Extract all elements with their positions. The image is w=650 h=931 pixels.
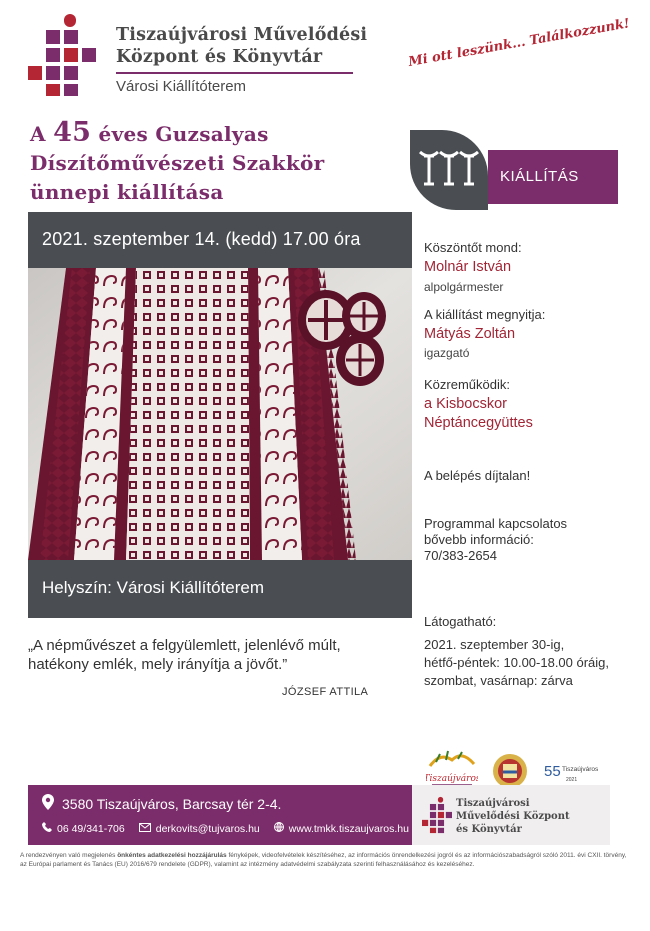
- event-day: (kedd): [225, 229, 278, 249]
- info-line2: bővebb információ:: [424, 532, 534, 547]
- visit-line1: 2021. szeptember 30-ig,: [424, 637, 565, 652]
- embroidery-photo: [28, 268, 412, 560]
- institution-logo-icon: [28, 14, 96, 96]
- info-phone: 70/383-2654: [424, 548, 498, 563]
- organization-name: Tiszaújvárosi Művelődési Központ és Könyvtár: [116, 25, 368, 67]
- visit-line3: szombat, vasárnap: zárva: [424, 673, 573, 688]
- footer-contact-bar: [28, 785, 412, 845]
- anniversary-name: Tiszaújváros: [562, 766, 599, 773]
- greeting-label: Köszöntőt mond:: [424, 240, 522, 255]
- globe-icon: [274, 822, 284, 835]
- contributor-label: Közreműködik:: [424, 377, 510, 392]
- entry-info: A belépés díjtalan!: [424, 468, 531, 483]
- venue-subtitle: Városi Kiállítóterem: [116, 78, 247, 95]
- event-time: 17.00 óra: [282, 229, 361, 249]
- footer-logo-line2: Művelődési Központ: [456, 811, 570, 822]
- phone-icon: [42, 822, 52, 835]
- footer-logo-line1: Tiszaújvárosi: [456, 798, 530, 809]
- opener-role: igazgató: [424, 346, 470, 360]
- institution-logo-small-icon: [422, 795, 452, 835]
- opener-name: Mátyás Zoltán: [424, 326, 516, 342]
- event-title: A 45 éves Guzsalyas Díszítőművészeti Szakkör ünnepi kiállítása: [30, 117, 325, 204]
- visit-label: Látogatható:: [424, 614, 497, 629]
- opener-label: A kiállítást megnyitja:: [424, 307, 546, 322]
- tiszaujvaros-logo-text: Tiszaújváros: [426, 774, 478, 784]
- envelope-icon: [139, 823, 151, 835]
- category-label: KIÁLLÍTÁS: [488, 150, 618, 204]
- email-link[interactable]: derkovits@tujvaros.hu: [139, 823, 260, 835]
- event-date: 2021. szeptember 14.: [42, 229, 221, 249]
- phone-contact[interactable]: 06 49/341-706: [42, 822, 125, 835]
- greeting-role: alpolgármester: [424, 280, 504, 294]
- exhibition-icon: [410, 130, 488, 210]
- privacy-disclaimer: A rendezvényen való megjelenés önkéntes adatkezelési hozzájárulás fényképek, videofelvételek készítéséhez, az információs önrendelkezési jogról és az információszabadságról szóló 2011. évi CXII. törvény, az Európai parlament és Tanács (EU) 2016/679 rendelete (GDPR), valamint az intézmény adatvédelmi szabályzata szerinti felhasználásához és kezeléséhez.: [20, 852, 627, 868]
- footer-institution-logo: [412, 785, 610, 845]
- website-link[interactable]: www.tmkk.tiszaujvaros.hu: [274, 822, 409, 835]
- anniversary-year: 2021: [566, 777, 578, 783]
- date-banner: [28, 212, 412, 268]
- header-divider: [116, 72, 353, 74]
- location-pin-icon: [42, 794, 54, 813]
- quote-author: JÓZSEF ATTILA: [282, 686, 369, 698]
- location-banner: Helyszín: Városi Kiállítóterem: [28, 560, 412, 618]
- quote: „A népművészet a felgyülemlett, jelenlévő múlt, hatékony emlék, mely irányítja a jövőt.”: [28, 637, 341, 673]
- contributor-line2: Néptáncegyüttes: [424, 415, 533, 431]
- footer-logo-line3: és Könyvtár: [456, 824, 522, 835]
- address-text: 3580 Tiszaújváros, Barcsay tér 2-4.: [62, 795, 282, 812]
- anniversary-logo: [544, 760, 610, 784]
- anniversary-number: 55: [544, 763, 561, 780]
- greeting-name: Molnár István: [424, 259, 512, 275]
- info-line1: Programmal kapcsolatos: [424, 516, 568, 531]
- slogan: Mi ott leszünk... Találkozzunk!: [407, 16, 631, 71]
- contributor-line1: a Kisbocskor: [424, 396, 508, 412]
- visit-line2: hétfő-péntek: 10.00-18.00 óráig,: [424, 655, 610, 670]
